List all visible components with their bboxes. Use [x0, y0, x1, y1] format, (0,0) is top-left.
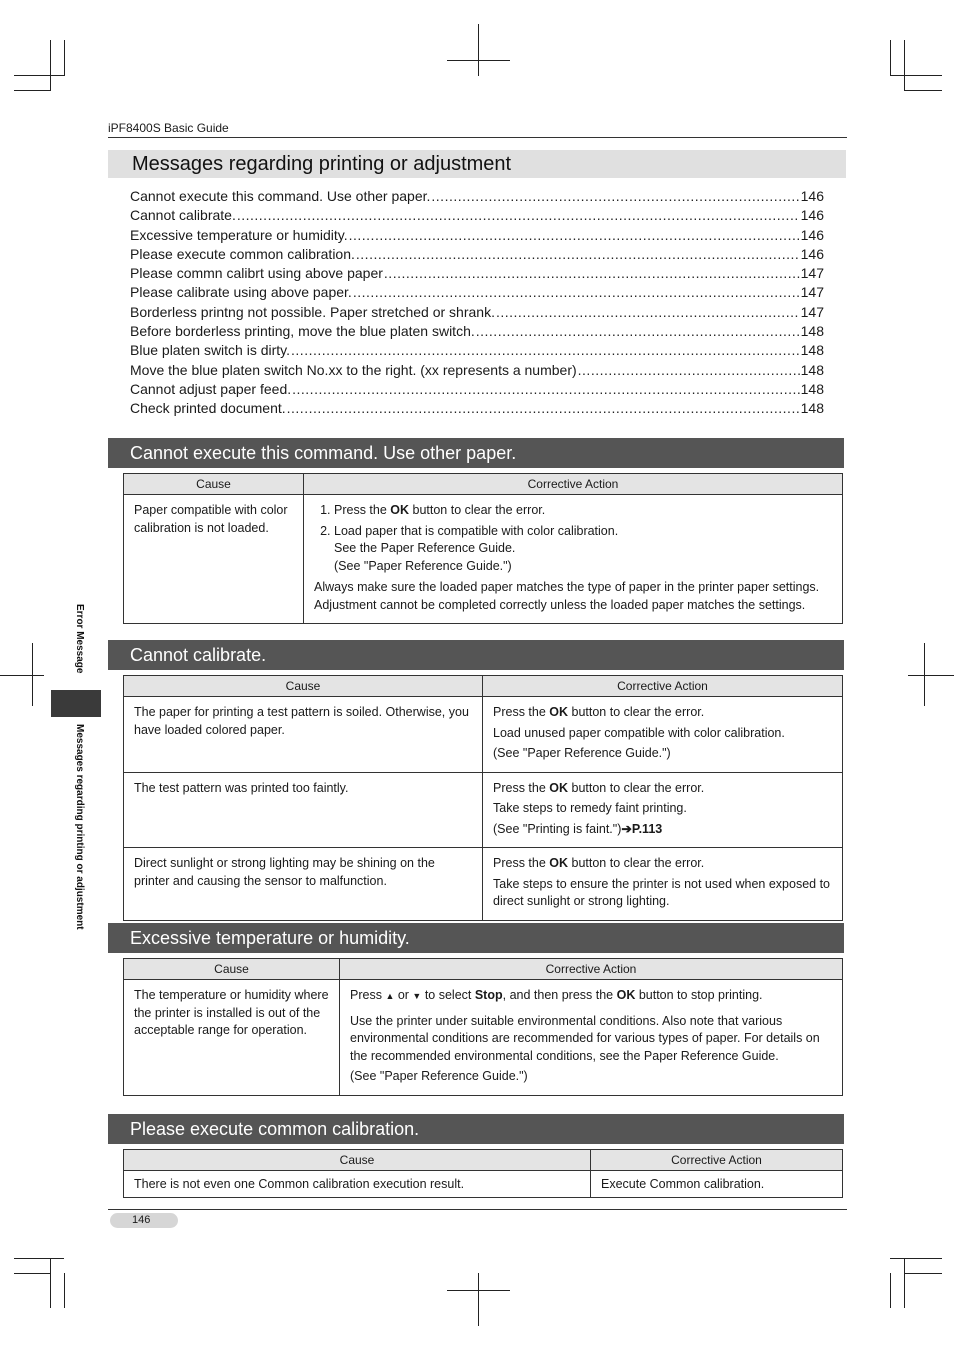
crop-mark [50, 40, 51, 91]
registration-mark [32, 643, 33, 706]
toc-leader-dots [292, 381, 800, 397]
toc-entry-text: Move the blue platen switch No.xx to the right. (xx represents a number) [130, 361, 577, 378]
toc-entry-page: 147 [800, 303, 824, 320]
page-title: Messages regarding printing or adjustment [108, 150, 846, 178]
cause-header: Cause [124, 676, 483, 697]
toc-entry-page: 148 [800, 400, 824, 417]
crop-mark [64, 1273, 65, 1308]
crop-mark [890, 75, 942, 76]
cause-cell: Direct sunlight or strong lighting may be shining on the printer and causing the sensor to malfunction. [124, 848, 483, 921]
cause-cell: The test pattern was printed too faintly. [124, 772, 483, 848]
toc-entry-text: Cannot calibrate. [130, 207, 236, 224]
action-cell: Press the OK button to clear the error. Take steps to remedy faint printing. (See "Printing is faint.")➔P.113 [483, 772, 843, 848]
toc-entry-text: Cannot execute this command. Use other paper. [130, 188, 431, 204]
crop-mark [14, 1258, 64, 1259]
toc-entry-page: 146 [800, 226, 824, 243]
toc-entry-text: Borderless printng not possible. Paper stretched or shrank. [130, 303, 495, 320]
section-heading-common-calibration: Please execute common calibration. [108, 1114, 844, 1144]
cause-cell: Paper compatible with color calibration is not loaded. [124, 495, 304, 624]
toc-leader-dots [287, 400, 800, 416]
section-heading-cannot-execute: Cannot execute this command. Use other paper. [108, 438, 844, 468]
arrow-right-icon: ➔ [621, 821, 632, 836]
toc-entry-text: Please execute common calibration. [130, 245, 355, 262]
toc-leader-dots [237, 207, 800, 223]
registration-mark [0, 675, 44, 676]
toc-entry[interactable] [130, 265, 824, 284]
toc-entry[interactable] [130, 207, 824, 226]
section-heading-cannot-calibrate: Cannot calibrate. [108, 640, 844, 670]
action-cell: Press the OK button to clear the error. Take steps to ensure the printer is not used when exposed to direct sunlight or strong lighting. [483, 848, 843, 921]
toc-entry[interactable] [130, 304, 824, 323]
toc-entry-page: 146 [800, 207, 824, 224]
action-cell: Execute Common calibration. [591, 1171, 843, 1198]
crop-mark [904, 1273, 942, 1274]
note-text: Always make sure the loaded paper matches the type of paper in the printer paper settings. Adjustment cannot be completed correctly unless the loaded paper matches the settings. [314, 580, 820, 612]
action-cell: Press the OK button to clear the error. Load unused paper compatible with color calibration. (See "Paper Reference Guide.") [483, 697, 843, 773]
toc-entry-page: 146 [800, 245, 824, 262]
toc-entry-page: 148 [800, 380, 824, 397]
crop-mark [890, 1258, 942, 1259]
toc-entry-page: 148 [800, 361, 824, 378]
toc-list [130, 188, 824, 420]
cause-cell: There is not even one Common calibration execution result. [124, 1171, 591, 1198]
error-table-excessive-temperature [123, 958, 843, 1096]
toc-entry[interactable] [130, 188, 824, 207]
toc-leader-dots [384, 265, 800, 281]
toc-entry-page: 147 [800, 284, 824, 301]
page-reference-link[interactable]: P.113 [631, 821, 663, 836]
guide-name: iPF8400S Basic Guide [108, 121, 229, 135]
toc-entry-text: Check printed document. [130, 400, 286, 417]
toc-entry-text: Before borderless printing, move the blue platen switch. [130, 323, 475, 340]
toc-leader-dots [291, 342, 800, 358]
side-chapter-label: Error Message [74, 604, 85, 674]
cause-header: Cause [124, 1150, 591, 1171]
cause-header: Cause [124, 474, 304, 495]
toc-leader-dots [496, 304, 800, 320]
up-arrow-icon: ▲ [385, 991, 395, 1001]
toc-leader-dots [353, 284, 800, 300]
down-arrow-icon: ▼ [412, 991, 422, 1001]
toc-entry[interactable] [130, 342, 824, 361]
error-table-cannot-calibrate [123, 675, 843, 921]
error-table-common-calibration [123, 1149, 843, 1198]
crop-mark [890, 40, 891, 76]
footer-rule [108, 1209, 847, 1210]
crop-mark [14, 1273, 50, 1274]
crop-mark [64, 40, 65, 76]
toc-entry[interactable] [130, 227, 824, 246]
toc-entry-page: 148 [800, 342, 824, 359]
cause-cell: The paper for printing a test pattern is soiled. Otherwise, you have loaded colored paper. [124, 697, 483, 773]
registration-mark [924, 643, 925, 706]
toc-entry-text: Excessive temperature or humidity. [130, 226, 348, 243]
cause-header: Cause [124, 959, 340, 980]
action-header: Corrective Action [304, 474, 843, 495]
registration-mark [908, 675, 954, 676]
cause-cell: The temperature or humidity where the printer is installed is out of the acceptable range for operation. [124, 980, 340, 1096]
toc-leader-dots [578, 362, 800, 378]
action-cell: Press ▲ or ▼ to select Stop, and then press the OK button to stop printing. Use the printer under suitable environmental conditions. Also note that various environmental conditions are recommended for various types of paper. For details on the recommended environmental conditions, see the Paper Reference Guide. (See "Paper Reference Guide.") [340, 980, 843, 1096]
header-rule [108, 137, 847, 138]
toc-entry[interactable] [130, 284, 824, 303]
step-2: 2. Load paper that is compatible with color calibration. See the Paper Reference Guide. (See "Paper Reference Guide.") [334, 523, 833, 576]
crop-mark [14, 90, 50, 91]
toc-entry[interactable] [130, 362, 824, 381]
step-1: 1. Press the OK button to clear the error. [334, 502, 833, 520]
toc-entry-page: 146 [800, 188, 824, 204]
toc-entry-page: 147 [800, 265, 824, 282]
toc-entry-text: Cannot adjust paper feed. [130, 380, 292, 397]
toc-leader-dots [356, 246, 800, 262]
toc-entry[interactable] [130, 323, 824, 342]
section-heading-excessive-temperature: Excessive temperature or humidity. [108, 923, 844, 953]
side-tab-marker [51, 690, 101, 717]
toc-entry[interactable] [130, 246, 824, 265]
toc-entry-text: Please commn calibrt using above paper [130, 265, 383, 282]
crop-mark [890, 1273, 891, 1308]
crop-mark [904, 90, 942, 91]
crop-mark [904, 1258, 905, 1308]
toc-leader-dots [476, 323, 800, 339]
toc-entry-text: Blue platen switch is dirty. [130, 342, 291, 359]
crop-mark [14, 75, 64, 76]
toc-entry[interactable] [130, 400, 824, 419]
toc-leader-dots [431, 188, 799, 204]
side-section-label: Messages regarding printing or adjustment [74, 724, 85, 930]
error-table-cannot-execute [123, 473, 843, 624]
toc-entry-page: 148 [800, 323, 824, 340]
toc-leader-dots [349, 227, 800, 243]
action-cell [304, 495, 843, 624]
toc-entry-text: Please calibrate using above paper. [130, 284, 352, 301]
action-header: Corrective Action [483, 676, 843, 697]
page-number: 146 [110, 1213, 178, 1228]
registration-mark [478, 1273, 479, 1326]
crop-mark [50, 1258, 51, 1308]
registration-mark [478, 24, 479, 76]
toc-entry[interactable] [130, 381, 824, 400]
action-header: Corrective Action [591, 1150, 843, 1171]
action-header: Corrective Action [340, 959, 843, 980]
crop-mark [904, 40, 905, 91]
